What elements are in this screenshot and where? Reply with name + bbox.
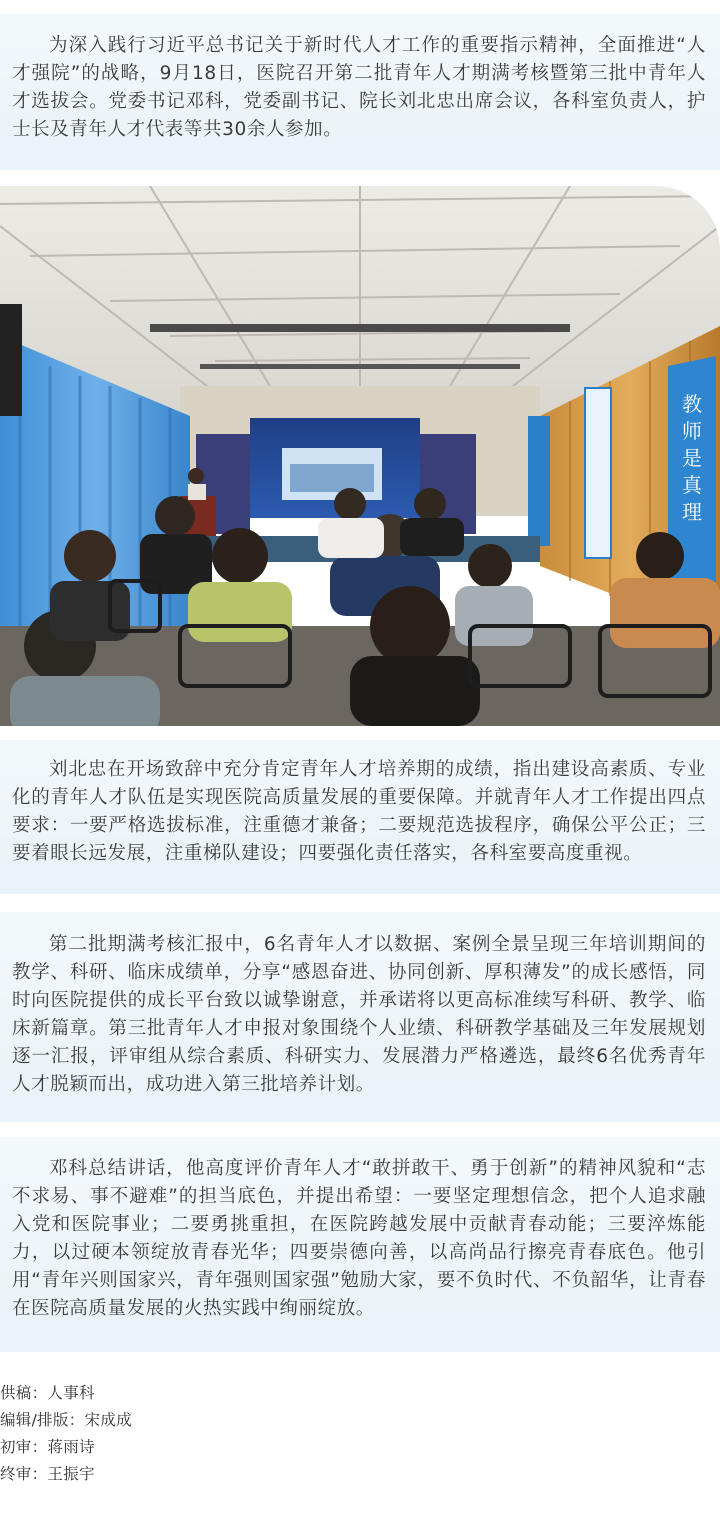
credit-final-review: 终审：王振宇 bbox=[0, 1465, 95, 1483]
credit-source: 供稿：人事科 bbox=[0, 1384, 95, 1402]
speech-paragraph-box bbox=[0, 740, 720, 894]
right-banner-glyph-2: 师 bbox=[682, 419, 702, 443]
right-banner-glyph-3: 是 bbox=[682, 446, 702, 470]
report-paragraph: 第二批期满考核汇报中，6名青年人才以数据、案例全景呈现三年培训期间的教学、科研、临床成绩单，分享“感恩奋进、协同创新、厚积薄发”的成长感悟，同时向医院提供的成长平台致以诚挚谢意，并承诺将以更高标准续写科研、教学、临床新篇章。第三批青年人才申报对象围绕个人业绩、科研教学基础及三年发展规划逐一汇报，评审组从综合素质、科研实力、发展潜力严格遴选，最终6名优秀青年人才脱颖而出，成功进入第三批培养计划。 bbox=[12, 934, 706, 1095]
meeting-photo bbox=[0, 186, 720, 726]
credit-editor: 编辑/排版：宋成成 bbox=[0, 1411, 132, 1429]
credit-first-review: 初审：蒋雨诗 bbox=[0, 1438, 95, 1456]
report-paragraph-box bbox=[0, 912, 720, 1122]
credits-block bbox=[0, 1380, 720, 1488]
right-banner-glyph-1: 教 bbox=[682, 392, 702, 416]
summary-paragraph-box bbox=[0, 1137, 720, 1352]
right-banner-glyph-4: 真 bbox=[682, 473, 702, 497]
intro-paragraph: 为深入践行习近平总书记关于新时代人才工作的重要指示精神，全面推进“人才强院”的战略，9月18日，医院召开第二批青年人才期满考核暨第三批中青年人才选拔会。党委书记邓科，党委副书记、院长刘北忠出席会议，各科室负责人，护士长及青年人才代表等共30余人参加。 bbox=[12, 35, 706, 140]
summary-paragraph: 邓科总结讲话，他高度评价青年人才“敢拼敢干、勇于创新”的精神风貌和“志不求易、事不避难”的担当底色，并提出希望：一要坚定理想信念，把个人追求融入党和医院事业；二要勇挑重担，在医院跨越发展中贡献青春动能；三要淬炼能力，以过硬本领绽放青春光华；四要崇德向善，以高尚品行擦亮青春底色。他引用“青年兴则国家兴，青年强则国家强”勉励大家，要不负时代、不负韶华，让青春在医院高质量发展的火热实践中绚丽绽放。 bbox=[12, 1158, 706, 1319]
right-banner-glyph-5: 理 bbox=[682, 500, 702, 524]
speech-paragraph: 刘北忠在开场致辞中充分肯定青年人才培养期的成绩，指出建设高素质、专业化的青年人才队伍是实现医院高质量发展的重要保障。并就青年人才工作提出四点要求：一要严格选拔标准，注重德才兼备；二要规范选拔程序，确保公平公正；三要着眼长远发展，注重梯队建设；四要强化责任落实，各科室要高度重视。 bbox=[12, 759, 706, 864]
intro-paragraph-box bbox=[0, 14, 720, 170]
